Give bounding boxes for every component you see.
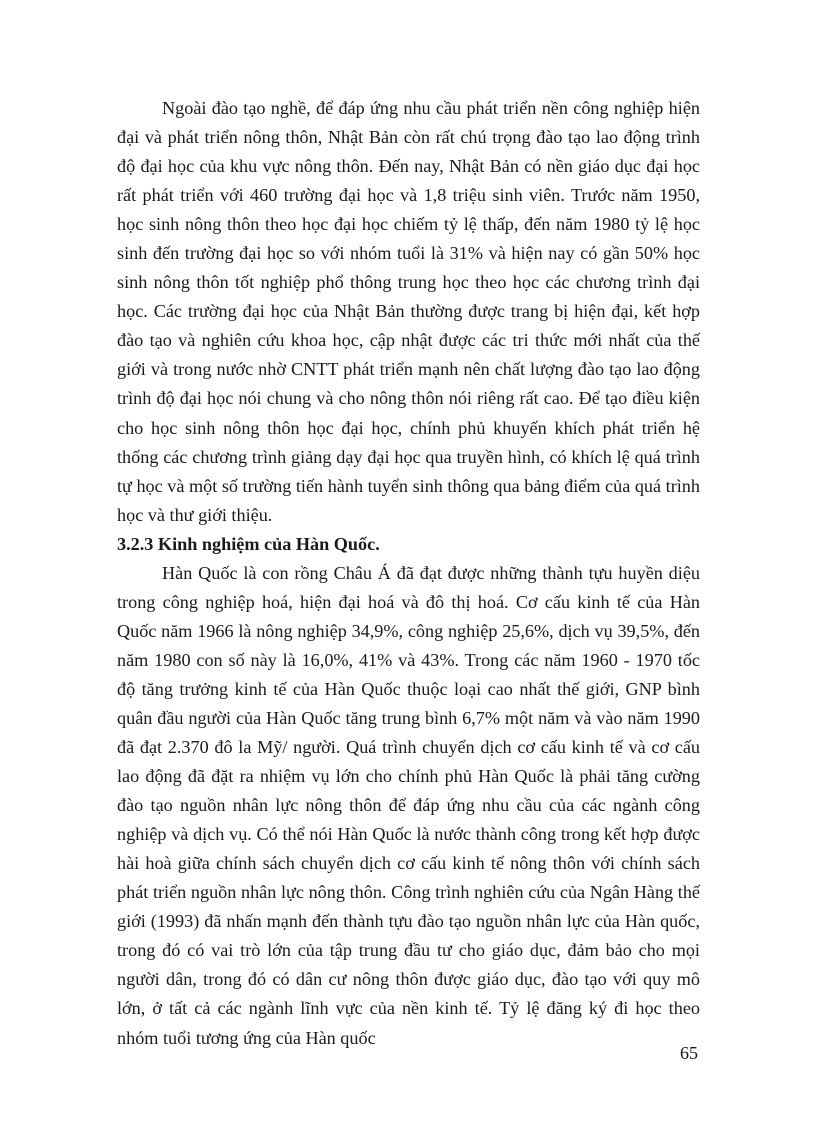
page-body xyxy=(117,94,700,1053)
paragraph-japan-university-education: Ngoài đào tạo nghề, để đáp ứng nhu cầu phát triển nền công nghiệp hiện đại và phát triển nông thôn, Nhật Bản còn rất chú trọng đào tạo lao động trình độ đại học của khu vực nông thôn. Đến nay, Nhật Bản có nền giáo dục đại học rất phát triển với 460 trường đại học và 1,8 triệu sinh viên. Trước năm 1950, học sinh nông thôn theo học đại học chiếm tỷ lệ thấp, đến năm 1980 tỷ lệ học sinh đến trường đại học so với nhóm tuổi là 31% và hiện nay có gần 50% học sinh nông thôn tốt nghiệp phổ thông trung học theo học các chương trình đại học. Các trường đại học của Nhật Bản thường được trang bị hiện đại, kết hợp đào tạo và nghiên cứu khoa học, cập nhật được các tri thức mới nhất của thế giới và trong nước nhờ CNTT phát triển mạnh nên chất lượng đào tạo lao động trình độ đại học nói chung và cho nông thôn nói riêng rất cao. Để tạo điều kiện cho học sinh nông thôn học đại học, chính phủ khuyến khích phát triển hệ thống các chương trình giảng dạy đại học qua truyền hình, có khích lệ quá trình tự học và một số trường tiến hành tuyển sinh thông qua bảng điểm của quá trình học và thư giới thiệu. xyxy=(117,98,700,525)
section-heading-korea: 3.2.3 Kinh nghiệm của Hàn Quốc. xyxy=(117,533,380,554)
paragraph-korea-experience: Hàn Quốc là con rồng Châu Á đã đạt được những thành tựu huyền diệu trong công nghiệp hoá, hiện đại hoá và đô thị hoá. Cơ cấu kinh tế của Hàn Quốc năm 1966 là nông nghiệp 34,9%, công nghiệp 25,6%, dịch vụ 39,5%, đến năm 1980 con số này là 16,0%, 41% và 43%. Trong các năm 1960 - 1970 tốc độ tăng trưởng kinh tế của Hàn Quốc thuộc loại cao nhất thế giới, GNP bình quân đầu người của Hàn Quốc tăng trung bình 6,7% một năm và vào năm 1990 đã đạt 2.370 đô la Mỹ/ người. Quá trình chuyển dịch cơ cấu kinh tế và cơ cấu lao động đã đặt ra nhiệm vụ lớn cho chính phủ Hàn Quốc là phải tăng cường đào tạo nguồn nhân lực nông thôn để đáp ứng nhu cầu của các ngành công nghiệp và dịch vụ. Có thể nói Hàn Quốc là nước thành công trong kết hợp được hài hoà giữa chính sách chuyển dịch cơ cấu kinh tế nông thôn với chính sách phát triển nguồn nhân lực nông thôn. Công trình nghiên cứu của Ngân Hàng thế giới (1993) đã nhấn mạnh đến thành tựu đào tạo nguồn nhân lực của Hàn quốc, trong đó có vai trò lớn của tập trung đầu tư cho giáo dục, đảm bảo cho mọi người dân, trong đó có dân cư nông thôn được giáo dục, đào tạo với quy mô lớn, ở tất cả các ngành lĩnh vực của nền kinh tế. Tỷ lệ đăng ký đi học theo nhóm tuổi tương ứng của Hàn quốc xyxy=(117,562,700,1048)
page-number: 65 xyxy=(680,1043,698,1063)
